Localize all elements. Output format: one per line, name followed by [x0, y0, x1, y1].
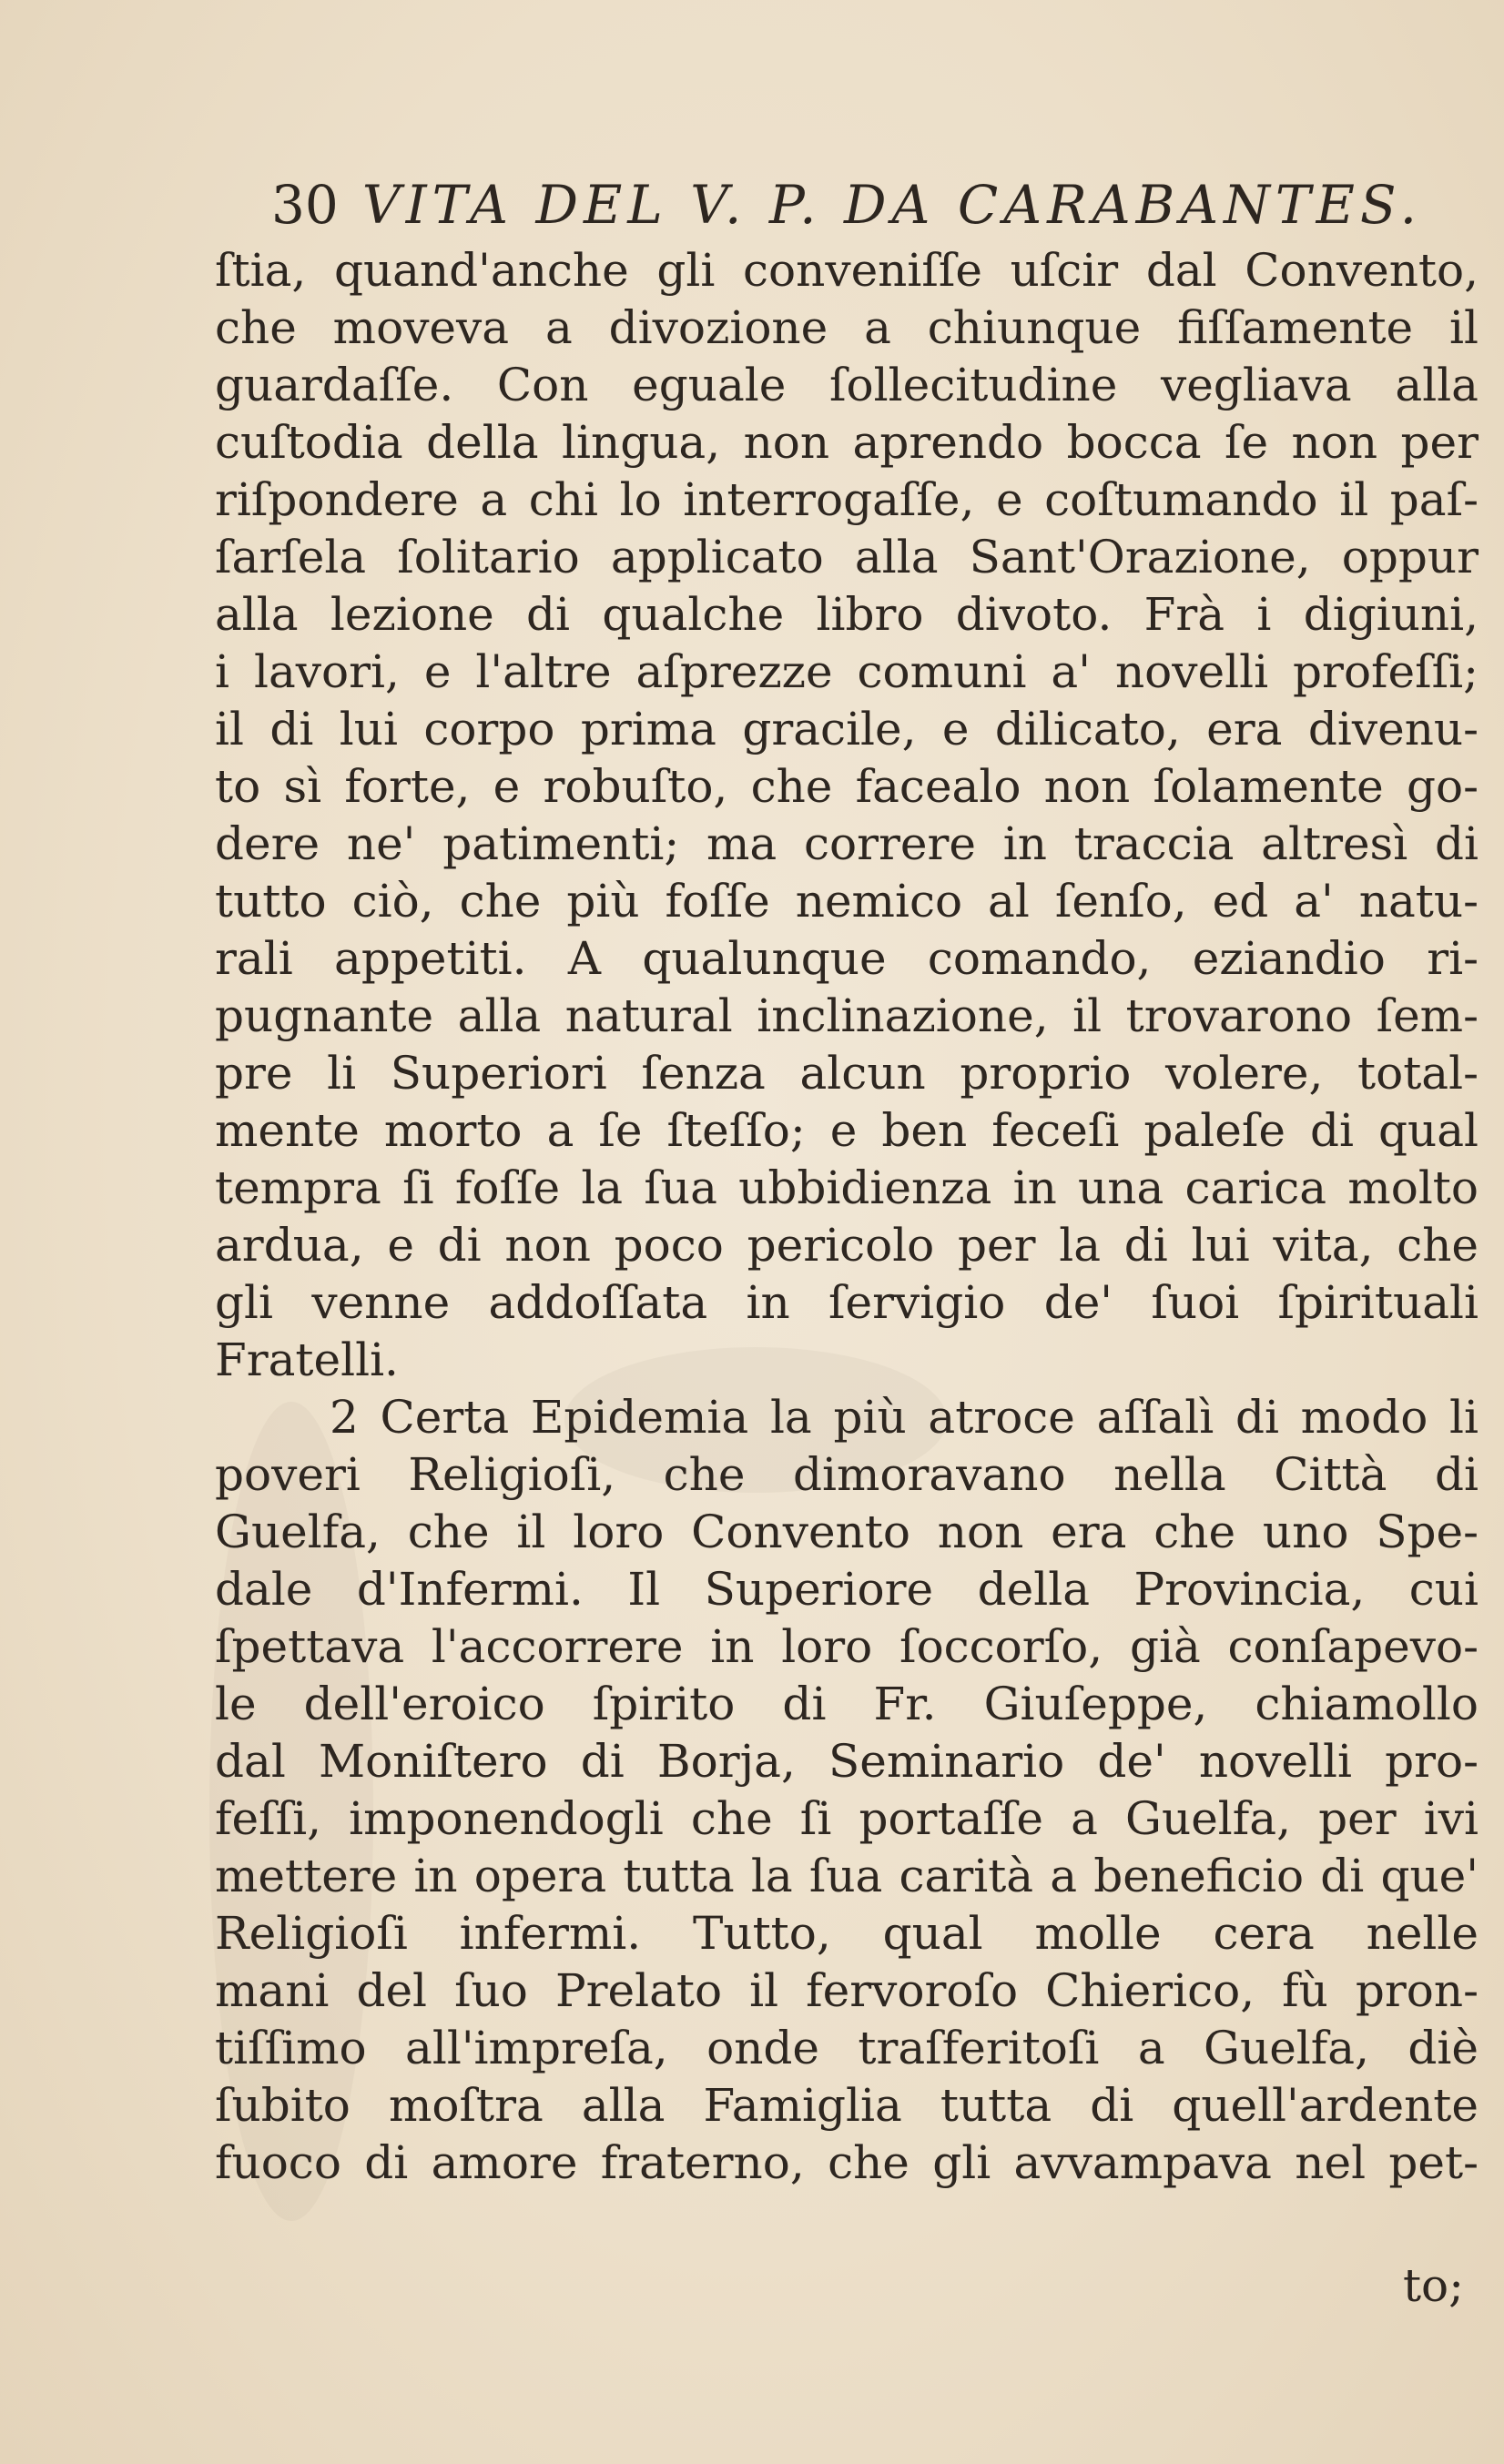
text-line: ſpettava l'accorrere in loro ſoccorſo, già conſapevo-	[215, 1620, 1479, 1673]
paragraph-start-line: 2 Certa Epidemia la più atroce aſſalì di modo li	[330, 1391, 1479, 1444]
body-text	[215, 242, 1479, 2192]
text-line: rali appetiti. A qualunque comando, eziandio ri-	[215, 932, 1479, 985]
text-line: guardaſſe. Con eguale ſollecitudine vegliava alla	[215, 359, 1479, 411]
text-line: feſſi, imponendogli che ſi portaſſe a Guelfa, per ivi	[215, 1792, 1479, 1845]
text-line: riſpondere a chi lo interrogaſſe, e coſtumando il paſ-	[215, 473, 1479, 526]
paragraph-end-line: Fratelli.	[215, 1333, 399, 1386]
text-line: mettere in opera tutta la ſua carità a beneficio di que'	[215, 1850, 1479, 1902]
page-number: 30	[271, 174, 339, 236]
running-title: VITA DEL V. P. DA CARABANTES.	[361, 174, 1423, 236]
text-line: alla lezione di qualche libro divoto. Frà i digiuni,	[215, 588, 1479, 641]
text-line: pre li Superiori ſenza alcun proprio volere, total-	[215, 1047, 1479, 1100]
text-line: poveri Religioſi, che dimoravano nella Città di	[215, 1448, 1479, 1501]
text-line: tempra ſi foſſe la ſua ubbidienza in una carica molto	[215, 1161, 1479, 1214]
text-line: mente morto a ſe ſteſſo; e ben feceſi paleſe di qual	[215, 1104, 1479, 1157]
text-line: ſtia, quand'anche gli conveniſſe uſcir dal Convento,	[215, 244, 1479, 297]
text-line: il di lui corpo prima gracile, e dilicato, era divenu-	[215, 703, 1479, 755]
text-line: ſarſela ſolitario applicato alla Sant'Orazione, oppur	[215, 531, 1479, 583]
text-line: tiſſimo all'impreſa, onde traſferitoſi a Guelfa, diè	[215, 2022, 1479, 2074]
text-line: fuoco di amore fraterno, che gli avvampava nel pet-	[215, 2136, 1479, 2189]
text-line: tutto ciò, che più foſſe nemico al ſenſo, ed a' natu-	[215, 875, 1479, 928]
text-line: ardua, e di non poco pericolo per la di lui vita, che	[215, 1219, 1479, 1272]
text-line: Religioſi infermi. Tutto, qual molle cera nelle	[215, 1907, 1479, 1960]
text-line: cuſtodia della lingua, non aprendo bocca ſe non per	[215, 416, 1479, 469]
text-line: che moveva a divozione a chiunque fiſſamente il	[215, 301, 1479, 354]
text-line: le dell'eroico ſpirito di Fr. Giuſeppe, chiamollo	[215, 1678, 1479, 1730]
text-line: Guelfa, che il loro Convento non era che uno Spe-	[215, 1506, 1479, 1558]
text-line: to sì forte, e robuſto, che facealo non ſolamente go-	[215, 760, 1479, 813]
text-line: mani del ſuo Prelato il fervoroſo Chierico, fù pron-	[215, 1964, 1479, 2017]
text-line: ſubito moſtra alla Famiglia tutta di quell'ardente	[215, 2079, 1479, 2132]
text-line: dale d'Infermi. Il Superiore della Provincia, cui	[215, 1563, 1479, 1616]
text-line: pugnante alla natural inclinazione, il trovarono ſem-	[215, 989, 1479, 1042]
text-line: dere ne' patimenti; ma correre in traccia altresì di	[215, 817, 1479, 870]
text-line: gli venne addoſſata in ſervigio de' ſuoi ſpirituali	[215, 1276, 1479, 1329]
catchword: to;	[1402, 2259, 1464, 2312]
text-line: dal Moniſtero di Borja, Seminario de' novelli pro-	[215, 1735, 1479, 1788]
running-head	[271, 173, 1473, 237]
text-line: i lavori, e l'altre aſprezze comuni a' novelli profeſſi;	[215, 645, 1479, 698]
